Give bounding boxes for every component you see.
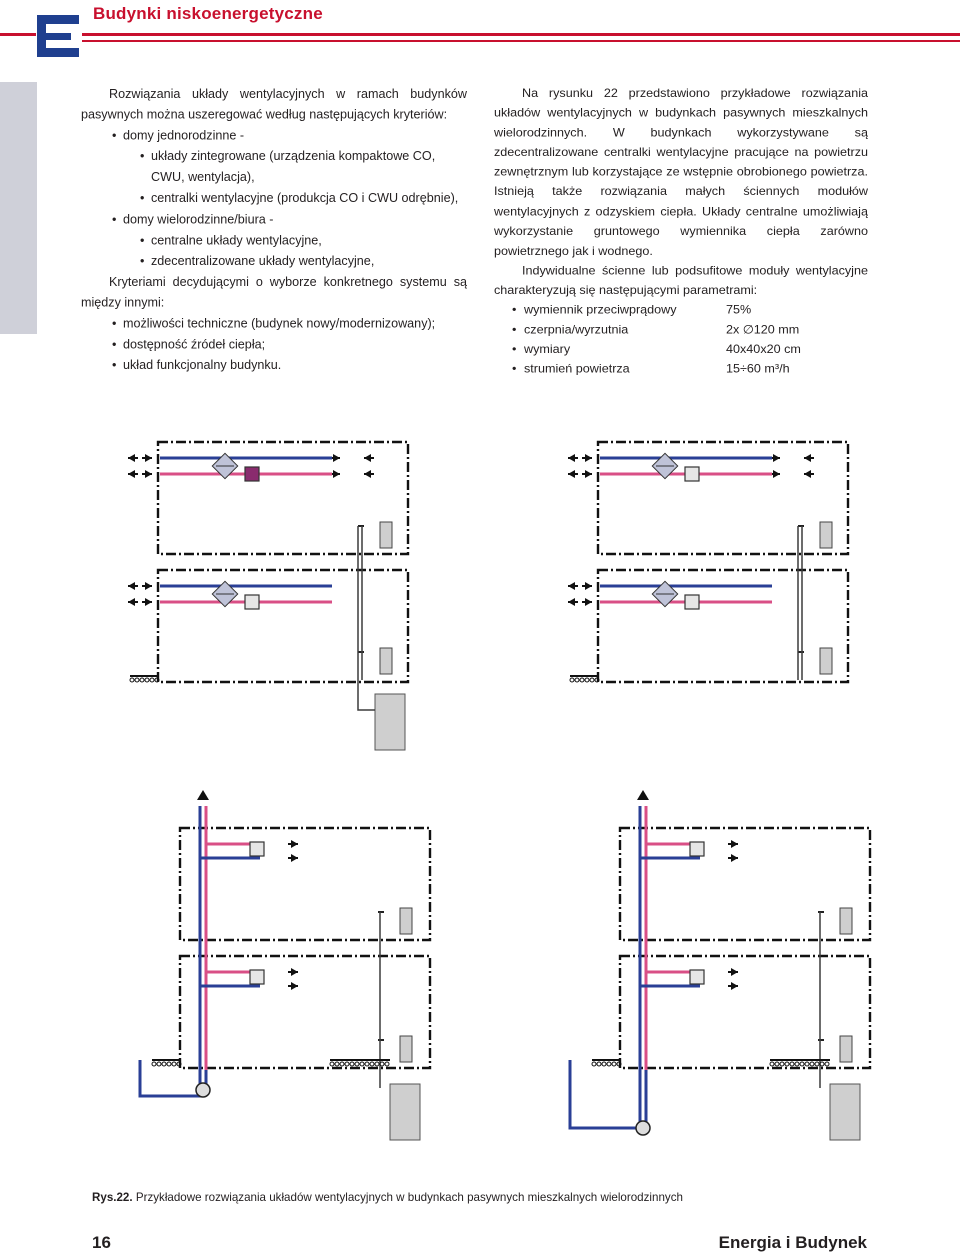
figure-text: Przykładowe rozwiązania układów wentylacyjnych w budynkach pasywnych mieszkalnych wielorodzinnych [135, 1191, 683, 1204]
soil-hatch [145, 678, 149, 682]
parameters-intro: Indywidualne ścienne lub podsufitowe moduły wentylacyjne charakteryzują się następującymi parametrami: [494, 264, 868, 297]
soil-hatch [780, 1062, 784, 1066]
soil-hatch [385, 1062, 389, 1066]
radiator-icon [380, 522, 392, 548]
parameter-name: czerpnia/wyrzutnia [524, 323, 629, 337]
fan-unit-icon [245, 595, 259, 609]
radiator-icon [400, 1036, 412, 1062]
pump-icon [636, 1121, 650, 1135]
list-item: • zdecentralizowane układy wentylacyjne, [81, 251, 467, 272]
description-paragraph: Na rysunku 22 przedstawiono przykładowe rozwiązania układów wentylacyjnych w budynkach pasywnych mieszkalnych wielorodzinnych. W budynkach wykorzystywane są zdecentralizowane centralki wentylacyjne pracujące na powietrzu zewnętrznym lub korzystające ze wstępnie obrobionego powietrza. Istnieją także rozwiązania małych ściennych modułów wentylacyjnych z odzyskiem ciepła. Układy centralne umożliwiają wykorzystanie gruntowego wymiennika ciepła zarówno powietrznego jak i wodnego. [494, 86, 868, 258]
soil-hatch [162, 1062, 166, 1066]
soil-hatch [597, 1062, 601, 1066]
soil-hatch [790, 1062, 794, 1066]
soil-hatch [585, 678, 589, 682]
fan-unit-icon [245, 467, 259, 481]
radiator-icon [400, 908, 412, 934]
soil-hatch [140, 678, 144, 682]
list-item: • domy jednorodzinne - [81, 126, 467, 147]
soil-hatch [135, 678, 139, 682]
parameter-name: wymiennik przeciwprądowy [524, 303, 677, 317]
fan-unit-icon [685, 467, 699, 481]
fan-unit-icon [250, 842, 264, 856]
diagram-central-air-ground [140, 790, 430, 1140]
soil-hatch [157, 1062, 161, 1066]
fan-unit-icon [250, 970, 264, 984]
soil-hatch [330, 1062, 334, 1066]
list-item: • możliwości techniczne (budynek nowy/modernizowany); [81, 314, 467, 335]
soil-hatch [612, 1062, 616, 1066]
soil-hatch [825, 1062, 829, 1066]
soil-hatch [590, 678, 594, 682]
heating-pipes [798, 526, 802, 680]
soil-hatch [365, 1062, 369, 1066]
soil-hatch [815, 1062, 819, 1066]
diagram-central-water-ground [570, 790, 870, 1140]
soil-hatch [345, 1062, 349, 1066]
soil-hatch [575, 678, 579, 682]
parameter-value: 15÷60 m³/h [726, 362, 790, 376]
soil-hatch [370, 1062, 374, 1066]
soil-hatch [167, 1062, 171, 1066]
soil-hatch [150, 678, 154, 682]
figure-label: Rys.22. [92, 1191, 133, 1204]
magazine-title: Energia i Budynek [718, 1233, 867, 1252]
soil-hatch [810, 1062, 814, 1066]
list-item: • dostępność źródeł ciepła; [81, 335, 467, 356]
intro-paragraph: Rozwiązania układy wentylacyjnych w ramach budynków pasywnych można uszeregować według następujących kryteriów: [81, 86, 467, 122]
parameter-name: strumień powietrza [524, 362, 630, 376]
soil-hatch [592, 1062, 596, 1066]
diagram-decentralized [128, 442, 408, 750]
soil-hatch [785, 1062, 789, 1066]
figure-caption [92, 1191, 683, 1204]
fan-unit-icon [685, 595, 699, 609]
list-item: • układy zintegrowane (urządzenia kompaktowe CO, CWU, wentylacja), [81, 147, 467, 189]
fan-unit-icon [690, 970, 704, 984]
roof-arrow-icon [637, 790, 649, 800]
heat-source-icon [375, 694, 405, 750]
parameter-value: 75% [726, 303, 752, 317]
radiator-icon [820, 522, 832, 548]
soil-hatch [172, 1062, 176, 1066]
soil-hatch [570, 678, 574, 682]
list-item: • układ funkcjonalny budynku. [81, 355, 467, 376]
radiator-icon [840, 1036, 852, 1062]
soil-hatch [602, 1062, 606, 1066]
soil-hatch [607, 1062, 611, 1066]
radiator-icon [380, 648, 392, 674]
soil-hatch [355, 1062, 359, 1066]
parameter-value: 2x ∅120 mm [726, 323, 800, 337]
radiator-icon [820, 648, 832, 674]
criteria-paragraph: Kryteriami decydującymi o wyborze konkretnego systemu są między innymi: [81, 274, 467, 310]
radiator-icon [840, 908, 852, 934]
list-item: • domy wielorodzinne/biura - [81, 209, 467, 230]
soil-hatch [770, 1062, 774, 1066]
parameter-value: 40x40x20 cm [726, 342, 801, 356]
soil-hatch [580, 678, 584, 682]
ground-exchanger-pipe [570, 1060, 646, 1128]
soil-hatch [775, 1062, 779, 1066]
soil-hatch [350, 1062, 354, 1066]
soil-hatch [335, 1062, 339, 1066]
section-title: Budynki niskoenergetyczne [93, 4, 323, 23]
list-item: • centralne układy wentylacyjne, [81, 230, 467, 251]
fan-unit-icon [690, 842, 704, 856]
list-item: • centralki wentylacyjne (produkcja CO i CWU odrębnie), [81, 188, 467, 209]
soil-hatch [130, 678, 134, 682]
heating-pipes [358, 680, 375, 710]
soil-hatch [152, 1062, 156, 1066]
heat-source-icon [390, 1084, 420, 1140]
soil-hatch [805, 1062, 809, 1066]
parameter-name: wymiary [524, 342, 571, 356]
fan-icon [196, 1083, 210, 1097]
soil-hatch [800, 1062, 804, 1066]
roof-arrow-icon [197, 790, 209, 800]
page-number: 16 [92, 1233, 111, 1252]
heat-source-icon [830, 1084, 860, 1140]
soil-hatch [360, 1062, 364, 1066]
diagram-decentralized-ground [568, 442, 848, 682]
soil-hatch [340, 1062, 344, 1066]
soil-hatch [375, 1062, 379, 1066]
heating-pipes [358, 526, 362, 680]
soil-hatch [795, 1062, 799, 1066]
